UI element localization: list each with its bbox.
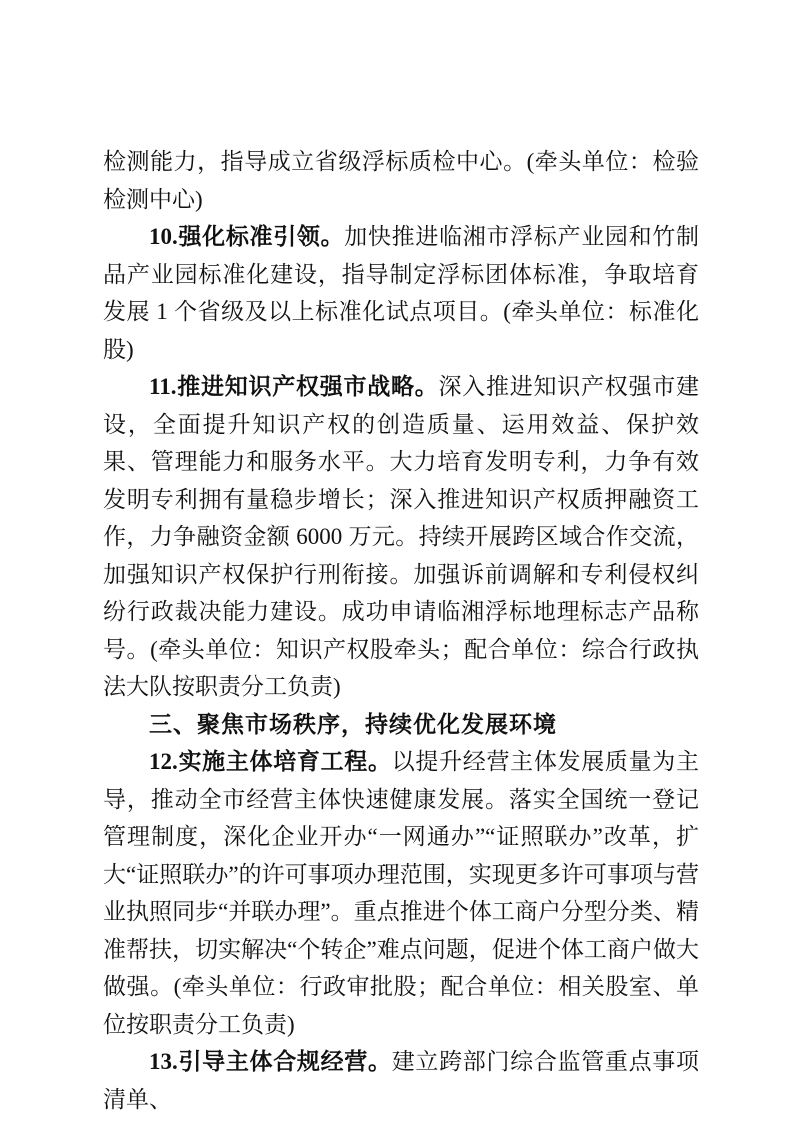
page-body [103,143,699,1118]
item-10-lead: 10.强化标准引领。 [149,224,345,249]
paragraph-item-12 [103,743,699,1043]
paragraph-item-10 [103,218,699,368]
section-heading-3 [103,706,699,744]
paragraph-item-11 [103,368,699,706]
item-11-lead: 11.推进知识产权强市战略。 [149,374,439,399]
item-12-lead: 12.实施主体培育工程。 [149,749,392,774]
item-11-text: 深入推进知识产权强市建设，全面提升知识产权的创造质量、运用效益、保护效果、管理能力和服务水平。大力培育发明专利，力争有效发明专利拥有量稳步增长；深入推进知识产权质押融资工作，力争融资金额 6000 万元。持续开展跨区域合作交流，加强知识产权保护行刑衔接。加强诉前调解和专利侵权纠纷行政裁决能力建设。成功申请临湘浮标地理标志产品称号。(牵头单位：知识产权股牵头；配合单位：综合行政执法大队按职责分工负责) [103,374,700,699]
section-heading-3-text: 三、聚焦市场秩序，持续优化发展环境 [149,710,557,737]
paragraph-item-13 [103,1043,699,1118]
item-10-text: 加快推进临湘市浮标产业园和竹制品产业园标准化建设，指导制定浮标团体标准，争取培育发展 1 个省级及以上标准化试点项目。(牵头单位：标准化股) [103,224,700,362]
item-13-text: 建立跨部门综合监管重点事项清单、 [103,1049,700,1112]
paragraph-continuation-text: 检测能力，指导成立省级浮标质检中心。(牵头单位：检验检测中心) [103,149,699,212]
item-12-text: 以提升经营主体发展质量为主导，推动全市经营主体快速健康发展。落实全国统一登记管理制度，深化企业开办“一网通办”“证照联办”改革，扩大“证照联办”的许可事项办理范围，实现更多许可事项与营业执照同步“并联办理”。重点推进个体工商户分型分类、精准帮扶，切实解决“个转企”难点问题，促进个体工商户做大做强。(牵头单位：行政审批股；配合单位：相关股室、单位按职责分工负责) [103,749,700,1037]
paragraph-continuation [103,143,699,218]
item-13-lead: 13.引导主体合规经营。 [149,1049,392,1074]
